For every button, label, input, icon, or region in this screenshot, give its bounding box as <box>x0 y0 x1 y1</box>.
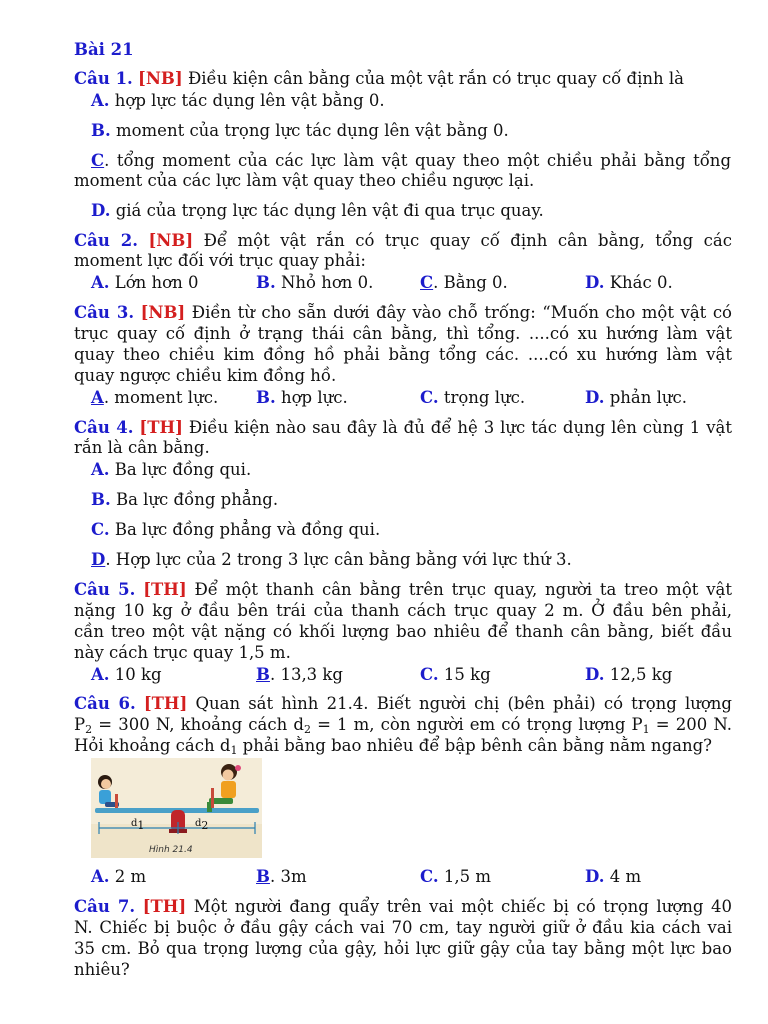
q5-option-a[interactable] <box>91 665 162 685</box>
option-letter: C. <box>91 520 110 539</box>
option-text: giá của trọng lực tác dụng lên vật đi qua trục quay. <box>110 201 544 220</box>
question-7-stem-line-3: 35 cm. Bỏ qua trọng lượng của gậy, hỏi lực giữ gậy của tay bằng một lực bao <box>74 939 732 958</box>
question-7-stem <box>74 897 732 917</box>
question-5-stem-line-4: này cách trục quay 1,5 m. <box>74 643 291 662</box>
option-text: 1,5 m <box>438 867 491 886</box>
level-tag: [TH] <box>143 694 188 713</box>
q1-option-c-cont: moment của các lực làm vật quay theo chiều ngược lại. <box>74 171 535 190</box>
option-text: Lớn hơn 0 <box>109 273 199 292</box>
q6-option-c[interactable] <box>420 867 491 887</box>
level-tag: [NB] <box>138 69 183 88</box>
option-text: . 13,3 kg <box>269 665 343 684</box>
option-text: . moment lực. <box>103 388 219 407</box>
option-letter-correct: C <box>420 273 434 292</box>
level-tag: [NB] <box>148 231 194 250</box>
option-text: . 3m <box>269 867 307 886</box>
text-run: = 1 m, còn người em có trọng lượng P <box>310 715 643 734</box>
option-letter-correct: D <box>91 550 106 569</box>
question-4-stem-cont: rắn là cân bằng. <box>74 438 210 457</box>
q2-option-a[interactable] <box>91 273 198 293</box>
option-text: Ba lực đồng phẳng. <box>110 490 279 509</box>
level-tag: [TH] <box>139 418 183 437</box>
q6-option-d[interactable] <box>585 867 641 887</box>
label-d1 <box>131 818 145 832</box>
question-text: Để một thanh cân bằng trên trục quay, người ta treo một vật <box>186 580 732 599</box>
question-7-stem-line-2: N. Chiếc bị buộc ở đầu gậy cách vai 70 cm, tay người giữ ở đầu kia cách vai <box>74 918 732 937</box>
q4-option-c[interactable] <box>91 520 731 540</box>
option-letter-correct: B <box>256 665 270 684</box>
level-tag: [TH] <box>142 897 187 916</box>
q5-option-c[interactable] <box>420 665 491 685</box>
question-3-stem <box>74 303 732 323</box>
q1-option-d[interactable] <box>91 201 731 221</box>
option-text: phản lực. <box>604 388 688 407</box>
option-letter: A. <box>91 91 110 110</box>
option-letter: D. <box>585 665 605 684</box>
q4-option-d[interactable] <box>91 550 731 570</box>
option-letter-correct: B <box>256 867 270 886</box>
option-letter: B. <box>256 273 276 292</box>
lesson-title: Bài 21 <box>74 40 134 59</box>
question-text: Điền từ cho sẵn dưới đây vào chỗ trống: “Muốn cho một vật có <box>185 303 732 322</box>
question-2-stem <box>74 231 732 251</box>
option-letter-correct: A <box>91 388 104 407</box>
q3-option-b[interactable] <box>256 388 348 408</box>
question-label: Câu 7. <box>74 897 136 916</box>
q1-option-a[interactable] <box>91 91 731 111</box>
option-text: . Bằng 0. <box>433 273 508 292</box>
option-letter-correct: C <box>91 151 105 170</box>
figure-caption: Hình 21.4 <box>149 845 193 855</box>
question-3-stem-line-3: quay theo chiều kim đồng hồ phải bằng tổng các. ....có xu hướng làm vật <box>74 345 732 364</box>
option-letter: B. <box>256 388 276 407</box>
option-text: Nhỏ hơn 0. <box>275 273 374 292</box>
question-label: Câu 1. <box>74 69 133 88</box>
question-6-stem-line-2 <box>74 715 732 735</box>
question-5-stem-line-2: nặng 10 kg ở đầu bên trái của thanh cách trục quay 2 m. Ở đầu bên phải, <box>74 601 732 620</box>
question-3-stem-line-4: quay ngược chiều kim đồng hồ. <box>74 366 337 385</box>
question-text: Điều kiện nào sau đây là đủ để hệ 3 lực tác dụng lên cùng 1 vật <box>182 418 732 437</box>
question-7-stem-line-4: nhiêu? <box>74 960 130 979</box>
q3-option-c[interactable] <box>420 388 525 408</box>
text-run: = 200 N. <box>649 715 732 734</box>
question-4-stem <box>74 418 732 438</box>
option-text: Ba lực đồng qui. <box>109 460 252 479</box>
option-text: 12,5 kg <box>604 665 673 684</box>
option-text: Khác 0. <box>604 273 673 292</box>
option-letter: D. <box>585 273 605 292</box>
option-text: hợp lực tác dụng lên vật bằng 0. <box>109 91 385 110</box>
option-letter: C. <box>420 388 439 407</box>
subscript: 2 <box>201 819 209 832</box>
q3-option-a[interactable] <box>91 388 218 408</box>
question-label: Câu 4. <box>74 418 134 437</box>
question-text: Một người đang quẩy trên vai một chiếc bị có trọng lượng 40 <box>186 897 733 916</box>
q5-option-d[interactable] <box>585 665 672 685</box>
option-text: . Hợp lực của 2 trong 3 lực cân bằng bằng với lực thứ 3. <box>105 550 572 569</box>
q5-option-b[interactable] <box>256 665 343 685</box>
option-text: 10 kg <box>109 665 162 684</box>
question-2-stem-cont: moment lực đối với trục quay phải: <box>74 251 366 270</box>
label-d2 <box>195 818 209 832</box>
text-run: P <box>74 715 86 734</box>
text-run: = 300 N, khoảng cách d <box>92 715 304 734</box>
option-letter: A. <box>91 273 110 292</box>
level-tag: [TH] <box>143 580 187 599</box>
option-letter: D. <box>585 867 605 886</box>
seesaw-figure <box>91 758 262 858</box>
subscript: 1 <box>642 723 650 736</box>
option-letter: D. <box>91 201 111 220</box>
option-text: 4 m <box>604 867 642 886</box>
question-5-stem <box>74 580 732 600</box>
subscript: 2 <box>85 723 93 736</box>
q1-option-c[interactable] <box>91 151 731 171</box>
question-text: Quan sát hình 21.4. Biết người chị (bên phải) có trọng lượng <box>187 694 732 713</box>
option-text: Ba lực đồng phẳng và đồng qui. <box>109 520 381 539</box>
text-run: d <box>131 818 138 829</box>
question-6-stem-line-3 <box>74 736 732 756</box>
question-1-stem <box>74 69 732 89</box>
q2-option-d[interactable] <box>585 273 673 293</box>
text-run: d <box>195 818 202 829</box>
subscript: 1 <box>137 819 145 832</box>
option-letter: C. <box>420 665 439 684</box>
text-run: phải bằng bao nhiêu để bập bênh cân bằng nằm ngang? <box>237 736 712 755</box>
q1-option-b[interactable] <box>91 121 731 141</box>
q6-option-b[interactable] <box>256 867 307 887</box>
question-label: Câu 5. <box>74 580 136 599</box>
option-letter: A. <box>91 665 110 684</box>
subscript: 2 <box>303 723 311 736</box>
question-text: Để một vật rắn có trục quay cố định cân bằng, tổng các <box>193 231 733 250</box>
option-letter: A. <box>91 460 110 479</box>
option-text: . tổng moment của các lực làm vật quay theo một chiều phải bằng tổng <box>104 151 731 170</box>
option-text: trọng lực. <box>438 388 526 407</box>
q2-option-b[interactable] <box>256 273 373 293</box>
option-text: 15 kg <box>438 665 491 684</box>
question-3-stem-line-2: trục quay cố định ở trạng thái cân bằng, thì tổng. ....có xu hướng làm vật <box>74 324 732 343</box>
q4-option-b[interactable] <box>91 490 731 510</box>
option-letter: D. <box>585 388 605 407</box>
question-label: Câu 6. <box>74 694 136 713</box>
q4-option-a[interactable] <box>91 460 731 480</box>
question-6-stem <box>74 694 732 714</box>
question-label: Câu 2. <box>74 231 139 250</box>
q3-option-d[interactable] <box>585 388 687 408</box>
option-letter: B. <box>91 490 111 509</box>
question-label: Câu 3. <box>74 303 135 322</box>
option-letter: B. <box>91 121 111 140</box>
q2-option-c[interactable] <box>420 273 508 293</box>
seesaw-illustration <box>91 758 262 858</box>
option-letter: C. <box>420 867 439 886</box>
option-letter: A. <box>91 867 110 886</box>
option-text: 2 m <box>109 867 147 886</box>
option-text: moment của trọng lực tác dụng lên vật bằng 0. <box>110 121 509 140</box>
option-text: hợp lực. <box>275 388 348 407</box>
subscript: 1 <box>230 744 238 757</box>
text-run: Hỏi khoảng cách d <box>74 736 231 755</box>
question-5-stem-line-3: cần treo một vật nặng có khối lượng bao nhiêu để thanh cân bằng, biết đầu <box>74 622 732 641</box>
level-tag: [NB] <box>140 303 186 322</box>
q6-option-a[interactable] <box>91 867 146 887</box>
question-text: Điều kiện cân bằng của một vật rắn có trục quay cố định là <box>182 69 684 88</box>
